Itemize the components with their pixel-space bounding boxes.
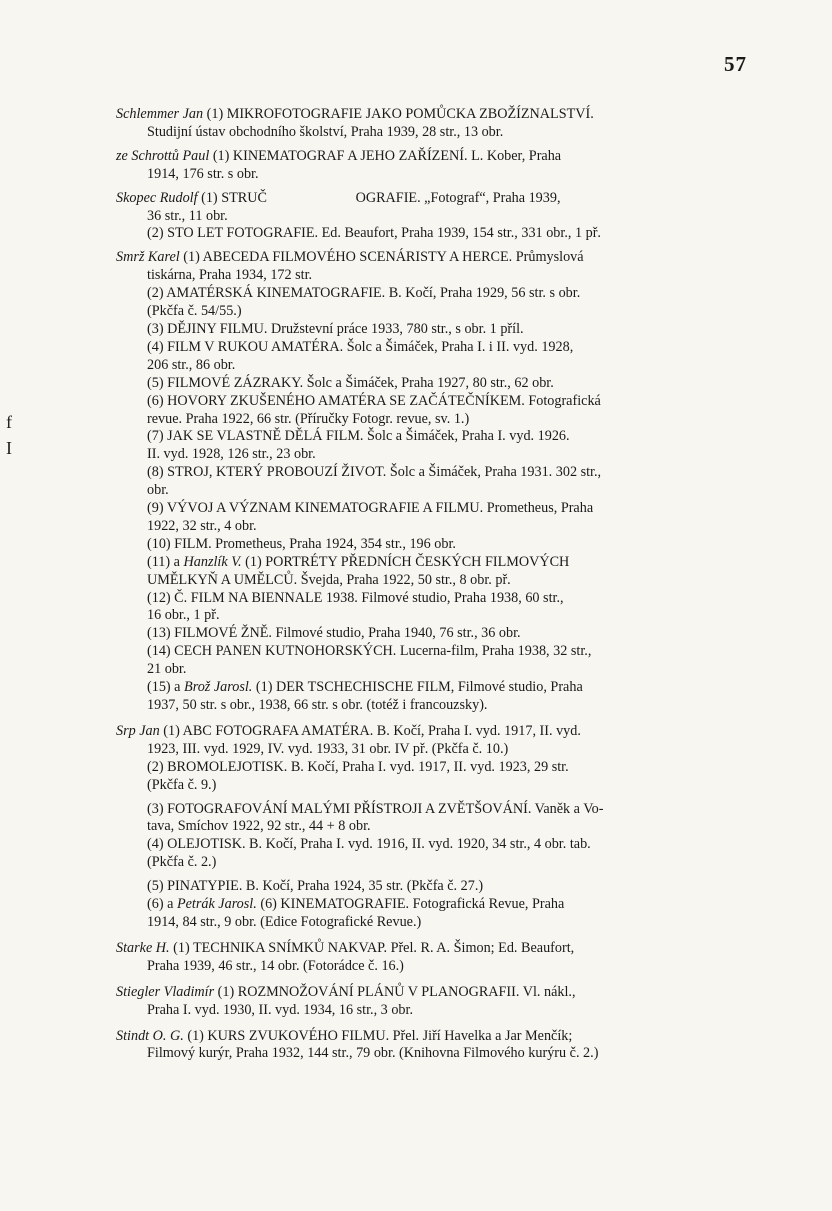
entry-line: obr.	[147, 482, 169, 499]
entry-line: (8) STROJ, KTERÝ PROBOUZÍ ŽIVOT. Šolc a Šimáček, Praha 1931. 302 str.,	[147, 464, 602, 481]
entry-line: (5) FILMOVÉ ZÁZRAKY. Šolc a Šimáček, Praha 1927, 80 str., 62 obr.	[147, 374, 554, 391]
coauthor-name: Hanzlík V.	[183, 553, 242, 570]
author-name: Stiegler Vladimír	[116, 983, 215, 1000]
entry-line: (11) a Hanzlík V. (1) PORTRÉTY PŘEDNÍCH ČESKÝCH FILMOVÝCH	[147, 553, 570, 570]
author-name: Stindt O. G.	[116, 1027, 184, 1044]
bibliography-entry	[116, 940, 746, 976]
entry-line: (14) CECH PANEN KUTNOHORSKÝCH. Lucerna-film, Praha 1938, 32 str.,	[147, 643, 592, 660]
author-name: Schlemmer Jan	[116, 106, 204, 122]
entry-line: (Pkčfa č. 2.)	[147, 854, 217, 871]
entry-line: II. vyd. 1928, 126 str., 23 obr.	[147, 446, 316, 463]
entry-line: 1922, 32 str., 4 obr.	[147, 517, 257, 534]
entry-line: Praha 1939, 46 str., 14 obr. (Fotorádce č. 16.)	[147, 957, 404, 974]
author-name: Srp Jan	[116, 722, 160, 739]
author-name: ze Schrottů Paul	[116, 147, 210, 164]
entry-line: 1923, III. vyd. 1929, IV. vyd. 1933, 31 obr. IV př. (Pkčfa č. 10.)	[147, 740, 509, 757]
entry-line: Schlemmer Jan (1) MIKROFOTOGRAFIE JAKO POMŮCKA ZBOŽÍZNALSTVÍ.	[116, 106, 594, 122]
coauthor-name: Brož Jarosl.	[184, 679, 253, 696]
entry-line: ze Schrottů Paul (1) KINEMATOGRAF A JEHO ZAŘÍZENÍ. L. Kober, Praha	[116, 147, 562, 164]
coauthor-name: Petrák Jarosl.	[176, 896, 257, 913]
page-number: 57	[724, 52, 747, 76]
entry-line: 21 obr.	[147, 661, 187, 678]
bibliography-entry	[116, 984, 746, 1020]
entry-line: revue. Praha 1922, 66 str. (Příručky Fotogr. revue, sv. 1.)	[147, 410, 470, 427]
entry-line: (13) FILMOVÉ ŽNĚ. Filmové studio, Praha 1940, 76 str., 36 obr.	[147, 625, 521, 642]
author-name: Skopec Rudolf	[116, 189, 198, 206]
author-name: Starke H.	[116, 939, 170, 956]
entry-line: 16 obr., 1 př.	[147, 607, 220, 624]
entry-line: (5) PINATYPIE. B. Kočí, Praha 1924, 35 str. (Pkčfa č. 27.)	[147, 878, 484, 895]
entry-line: (9) VÝVOJ A VÝZNAM KINEMATOGRAFIE A FILMU. Prometheus, Praha	[147, 500, 594, 517]
entry-line: 1914, 176 str. s obr.	[147, 165, 259, 182]
author-name: Smrž Karel	[116, 249, 180, 266]
entry-line: (2) BROMOLEJOTISK. B. Kočí, Praha I. vyd. 1917, II. vyd. 1923, 29 str.	[147, 758, 569, 775]
entry-line: Stiegler Vladimír (1) ROZMNOŽOVÁNÍ PLÁNŮ V PLANOGRAFII. Vl. nákl.,	[116, 983, 576, 1000]
entry-line: Praha I. vyd. 1930, II. vyd. 1934, 16 str., 3 obr.	[147, 1001, 413, 1018]
margin-mark: f	[6, 412, 12, 432]
margin-mark: I	[6, 438, 12, 458]
entry-line: (15) a Brož Jarosl. (1) DER TSCHECHISCHE FILM, Filmové studio, Praha	[147, 679, 583, 696]
entry-line: Smrž Karel (1) ABECEDA FILMOVÉHO SCENÁRISTY A HERCE. Průmyslová	[116, 249, 584, 266]
entry-line: (2) STO LET FOTOGRAFIE. Ed. Beaufort, Praha 1939, 154 str., 331 obr., 1 př.	[147, 225, 601, 242]
entry-line: Starke H. (1) TECHNIKA SNÍMKŮ NAKVAP. Přel. R. A. Šimon; Ed. Beaufort,	[116, 939, 575, 956]
entry-line: 1914, 84 str., 9 obr. (Edice Fotografické Revue.)	[147, 913, 422, 930]
entry-line: (Pkčfa č. 9.)	[147, 776, 217, 793]
bibliography-entry	[116, 723, 746, 932]
bibliography-entry	[116, 1028, 746, 1064]
bibliography-entry	[116, 249, 746, 715]
entry-line: Studijní ústav obchodního školství, Praha 1939, 28 str., 13 obr.	[147, 123, 504, 140]
entry-line: 36 str., 11 obr.	[147, 207, 228, 224]
entry-line: Skopec Rudolf (1) STRUČ OGRAFIE. „Fotograf“, Praha 1939,	[116, 189, 561, 206]
entry-line: (7) JAK SE VLASTNĚ DĚLÁ FILM. Šolc a Šimáček, Praha I. vyd. 1926.	[147, 428, 570, 445]
entry-line: (12) Č. FILM NA BIENNALE 1938. Filmové studio, Praha 1938, 60 str.,	[147, 589, 564, 606]
entry-line: tava, Smíchov 1922, 92 str., 44 + 8 obr.	[147, 818, 371, 835]
bibliography-list	[116, 106, 746, 1069]
entry-line: Stindt O. G. (1) KURS ZVUKOVÉHO FILMU. Přel. Jiří Havelka a Jar Menčík;	[116, 1027, 573, 1044]
entry-line: tiskárna, Praha 1934, 172 str.	[147, 267, 313, 284]
entry-line: 1937, 50 str. s obr., 1938, 66 str. s obr. (totéž i francouzsky).	[147, 697, 488, 713]
entry-line: (2) AMATÉRSKÁ KINEMATOGRAFIE. B. Kočí, Praha 1929, 56 str. s obr.	[147, 285, 581, 302]
entry-line: Srp Jan (1) ABC FOTOGRAFA AMATÉRA. B. Kočí, Praha I. vyd. 1917, II. vyd.	[116, 722, 581, 739]
entry-line: (Pkčfa č. 54/55.)	[147, 303, 242, 320]
bibliography-entry	[116, 106, 746, 142]
entry-line: (3) DĚJINY FILMU. Družstevní práce 1933, 780 str., s obr. 1 příl.	[147, 320, 524, 337]
entry-line: (6) HOVORY ZKUŠENÉHO AMATÉRA SE ZAČÁTEČNÍKEM. Fotografická	[147, 392, 601, 409]
entry-line: (3) FOTOGRAFOVÁNÍ MALÝMI PŘÍSTROJI A ZVĚTŠOVÁNÍ. Vaněk a Vo-	[147, 800, 604, 817]
entry-line: (4) OLEJOTISK. B. Kočí, Praha I. vyd. 1916, II. vyd. 1920, 34 str., 4 obr. tab.	[147, 836, 591, 853]
entry-line: Filmový kurýr, Praha 1932, 144 str., 79 obr. (Knihovna Filmového kurýru č. 2.)	[147, 1045, 599, 1062]
entry-line: (4) FILM V RUKOU AMATÉRA. Šolc a Šimáček, Praha I. i II. vyd. 1928,	[147, 338, 574, 355]
bibliography-entry	[116, 190, 746, 244]
entry-line: 206 str., 86 obr.	[147, 356, 236, 373]
entry-line: (10) FILM. Prometheus, Praha 1924, 354 str., 196 obr.	[147, 535, 456, 552]
entry-line: (6) a Petrák Jarosl. (6) KINEMATOGRAFIE. Fotografická Revue, Praha	[147, 896, 565, 913]
entry-line: UMĚLKYŇ A UMĚLCŮ. Švejda, Praha 1922, 50 str., 8 obr. př.	[147, 571, 511, 588]
bibliography-entry	[116, 148, 746, 184]
